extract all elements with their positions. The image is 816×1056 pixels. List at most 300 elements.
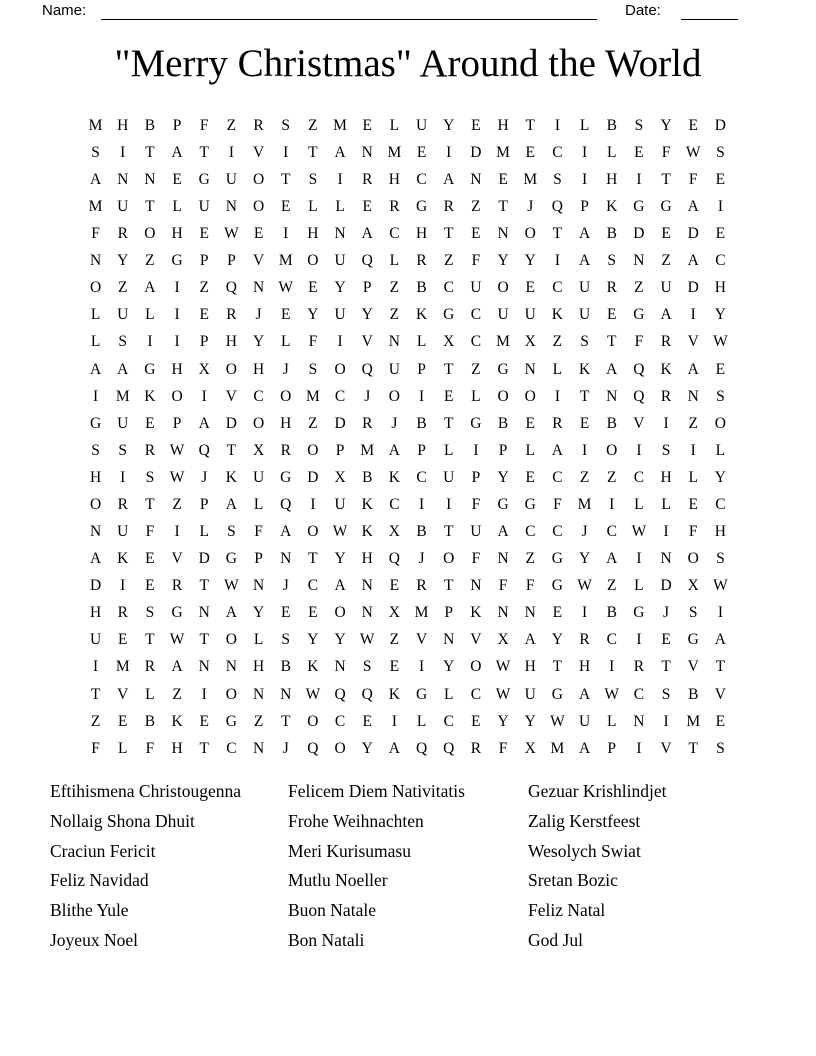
grid-cell: O bbox=[307, 441, 319, 459]
grid-cell: Y bbox=[524, 252, 536, 270]
grid-cell: V bbox=[660, 739, 672, 757]
grid-cell: R bbox=[606, 279, 617, 297]
word-list-item: Feliz Navidad bbox=[50, 870, 149, 891]
grid-cell: G bbox=[144, 360, 156, 378]
grid-cell: Q bbox=[633, 360, 645, 378]
grid-cell: R bbox=[117, 604, 128, 622]
grid-cell: H bbox=[714, 279, 726, 297]
grid-cell: U bbox=[578, 712, 591, 730]
grid-cell: F bbox=[91, 739, 100, 757]
grid-cell: N bbox=[687, 387, 699, 405]
grid-cell: E bbox=[498, 170, 508, 188]
grid-cell: X bbox=[252, 441, 265, 459]
grid-cell: N bbox=[470, 577, 482, 595]
grid-cell: I bbox=[717, 198, 723, 216]
grid-cell: M bbox=[306, 387, 320, 405]
grid-cell: N bbox=[497, 550, 509, 568]
grid-cell: H bbox=[578, 658, 591, 676]
grid-cell: O bbox=[225, 631, 237, 649]
grid-cell: N bbox=[144, 170, 156, 188]
grid-cell: K bbox=[470, 604, 482, 622]
grid-cell: R bbox=[144, 658, 156, 676]
grid-cell: Z bbox=[145, 252, 155, 270]
grid-cell: E bbox=[389, 577, 400, 595]
grid-cell: U bbox=[578, 279, 591, 297]
grid-cell: R bbox=[144, 441, 156, 459]
grid-cell: L bbox=[308, 198, 318, 216]
grid-cell: B bbox=[280, 658, 291, 676]
grid-cell: C bbox=[443, 712, 454, 730]
grid-cell: Z bbox=[607, 577, 617, 595]
grid-cell: U bbox=[334, 495, 346, 513]
grid-cell: P bbox=[172, 414, 182, 432]
grid-cell: W bbox=[305, 685, 321, 703]
grid-cell: Y bbox=[443, 116, 455, 134]
grid-cell: C bbox=[307, 577, 319, 595]
grid-cell: I bbox=[663, 414, 669, 432]
grid-cell: F bbox=[688, 523, 698, 541]
grid-cell: X bbox=[524, 333, 536, 351]
grid-cell: K bbox=[388, 685, 400, 703]
grid-cell: N bbox=[280, 685, 292, 703]
grid-cell: H bbox=[117, 116, 129, 134]
grid-cell: O bbox=[334, 360, 346, 378]
grid-cell: A bbox=[388, 739, 400, 757]
grid-cell: D bbox=[198, 550, 210, 568]
grid-cell: G bbox=[198, 170, 210, 188]
grid-cell: P bbox=[417, 441, 426, 459]
grid-cell: H bbox=[89, 604, 102, 622]
grid-cell: A bbox=[225, 604, 237, 622]
grid-cell: Y bbox=[551, 631, 563, 649]
grid-cell: U bbox=[524, 685, 536, 703]
page-title: "Merry Christmas" Around the World bbox=[114, 42, 702, 85]
grid-cell: E bbox=[145, 550, 155, 568]
grid-cell: E bbox=[118, 631, 128, 649]
grid-cell: I bbox=[554, 252, 560, 270]
grid-cell: C bbox=[633, 468, 645, 486]
word-list-item: Craciun Fericit bbox=[50, 840, 156, 861]
grid-cell: Y bbox=[524, 712, 536, 730]
grid-cell: T bbox=[145, 143, 155, 161]
grid-cell: N bbox=[361, 577, 373, 595]
grid-cell: T bbox=[552, 658, 563, 676]
grid-cell: L bbox=[145, 306, 155, 324]
grid-cell: A bbox=[225, 495, 237, 513]
grid-cell: I bbox=[418, 495, 425, 513]
grid-cell: E bbox=[552, 604, 563, 622]
grid-cell: L bbox=[444, 685, 454, 703]
grid-cell: T bbox=[226, 441, 237, 459]
grid-cell: O bbox=[307, 712, 319, 730]
grid-cell: L bbox=[199, 523, 209, 541]
grid-cell: S bbox=[145, 468, 155, 486]
grid-cell: G bbox=[687, 631, 699, 649]
grid-cell: A bbox=[89, 360, 102, 378]
grid-cell: Q bbox=[388, 550, 400, 568]
grid-cell: R bbox=[660, 387, 672, 405]
grid-cell: G bbox=[225, 550, 237, 568]
grid-cell: H bbox=[524, 658, 536, 676]
grid-cell: K bbox=[660, 360, 672, 378]
grid-cell: K bbox=[117, 550, 129, 568]
word-list-item: Zalig Kerstfeest bbox=[528, 810, 641, 831]
grid-cell: T bbox=[661, 170, 671, 188]
grid-cell: Z bbox=[552, 333, 563, 351]
grid-cell: I bbox=[636, 550, 642, 568]
grid-cell: F bbox=[634, 333, 644, 351]
grid-cell: C bbox=[416, 170, 427, 188]
grid-cell: X bbox=[388, 523, 400, 541]
grid-cell: L bbox=[634, 577, 644, 595]
grid-cell: G bbox=[633, 198, 645, 216]
grid-cell: C bbox=[606, 631, 617, 649]
grid-cell: J bbox=[282, 360, 289, 378]
grid-cell: Y bbox=[361, 306, 373, 324]
grid-cell: R bbox=[470, 739, 482, 757]
grid-cell: P bbox=[199, 495, 209, 513]
grid-cell: S bbox=[362, 658, 372, 676]
grid-cell: O bbox=[497, 279, 509, 297]
grid-cell: N bbox=[443, 631, 455, 649]
grid-cell: X bbox=[524, 739, 536, 757]
grid-cell: M bbox=[577, 495, 592, 513]
grid-cell: M bbox=[414, 604, 429, 622]
grid-cell: M bbox=[88, 116, 103, 134]
grid-cell: I bbox=[337, 333, 343, 351]
grid-cell: I bbox=[120, 143, 126, 161]
grid-cell: A bbox=[388, 441, 400, 459]
grid-cell: F bbox=[471, 252, 481, 270]
grid-cell: A bbox=[578, 252, 591, 270]
grid-cell: I bbox=[283, 143, 289, 161]
grid-cell: T bbox=[579, 387, 590, 405]
grid-cell: T bbox=[444, 414, 454, 432]
grid-cell: Q bbox=[551, 198, 563, 216]
grid-cell: W bbox=[359, 631, 375, 649]
grid-cell: I bbox=[663, 523, 669, 541]
grid-cell: M bbox=[115, 387, 130, 405]
grid-cell: O bbox=[714, 414, 726, 432]
grid-cell: S bbox=[91, 441, 100, 459]
grid-cell: V bbox=[171, 550, 183, 568]
grid-cell: N bbox=[497, 604, 509, 622]
grid-cell: I bbox=[609, 658, 615, 676]
grid-cell: F bbox=[145, 739, 155, 757]
grid-cell: J bbox=[527, 198, 534, 216]
grid-cell: J bbox=[282, 577, 289, 595]
grid-cell: H bbox=[415, 225, 428, 243]
grid-cell: E bbox=[607, 306, 617, 324]
grid-cell: N bbox=[606, 387, 618, 405]
grid-cell: U bbox=[470, 523, 482, 541]
grid-cell: H bbox=[171, 360, 183, 378]
grid-cell: E bbox=[715, 360, 726, 378]
grid-cell: I bbox=[120, 468, 126, 486]
grid-cell: O bbox=[388, 387, 400, 405]
grid-cell: A bbox=[443, 170, 455, 188]
grid-cell: Z bbox=[199, 279, 209, 297]
grid-cell: E bbox=[688, 495, 698, 513]
grid-cell: N bbox=[361, 143, 373, 161]
grid-cell: W bbox=[685, 143, 701, 161]
grid-cell: O bbox=[470, 658, 482, 676]
grid-cell: I bbox=[174, 523, 180, 541]
grid-cell: X bbox=[388, 604, 400, 622]
grid-cell: V bbox=[633, 414, 645, 432]
grid-cell: V bbox=[117, 685, 129, 703]
grid-cell: W bbox=[577, 577, 592, 595]
grid-cell: E bbox=[199, 225, 209, 243]
grid-cell: E bbox=[471, 225, 481, 243]
grid-cell: J bbox=[418, 550, 425, 568]
word-list bbox=[0, 777, 816, 967]
grid-cell: E bbox=[253, 225, 264, 243]
grid-cell: Y bbox=[497, 252, 509, 270]
grid-cell: L bbox=[416, 712, 427, 730]
grid-cell: W bbox=[495, 685, 511, 703]
grid-cell: G bbox=[524, 495, 536, 513]
grid-cell: I bbox=[581, 170, 588, 188]
grid-cell: S bbox=[661, 685, 671, 703]
grid-cell: T bbox=[308, 550, 318, 568]
grid-cell: H bbox=[225, 333, 237, 351]
grid-cell: I bbox=[418, 387, 425, 405]
grid-cell: G bbox=[280, 468, 292, 486]
word-list-item: Gezuar Krishlindjet bbox=[528, 781, 667, 801]
grid-cell: O bbox=[252, 170, 265, 188]
grid-cell: O bbox=[606, 441, 618, 459]
grid-cell: E bbox=[199, 712, 209, 730]
grid-cell: R bbox=[117, 225, 128, 243]
grid-cell: A bbox=[361, 225, 373, 243]
grid-cell: I bbox=[120, 577, 126, 595]
grid-cell: A bbox=[687, 252, 699, 270]
grid-cell: T bbox=[199, 739, 209, 757]
grid-cell: L bbox=[607, 712, 617, 730]
grid-cell: W bbox=[224, 577, 239, 595]
grid-cell: C bbox=[525, 523, 536, 541]
grid-cell: I bbox=[174, 306, 180, 324]
grid-cell: T bbox=[199, 577, 209, 595]
grid-cell: O bbox=[252, 198, 265, 216]
grid-cell: B bbox=[497, 414, 509, 432]
grid-cell: Q bbox=[415, 739, 428, 757]
grid-cell: Y bbox=[307, 631, 319, 649]
word-list-item: Blithe Yule bbox=[50, 900, 129, 921]
grid-cell: D bbox=[307, 468, 319, 486]
grid-cell: E bbox=[525, 414, 535, 432]
grid-cell: I bbox=[92, 387, 99, 405]
grid-cell: U bbox=[415, 116, 428, 134]
grid-cell: O bbox=[524, 225, 536, 243]
grid-cell: J bbox=[255, 306, 262, 324]
grid-cell: Q bbox=[334, 685, 346, 703]
grid-cell: H bbox=[660, 468, 672, 486]
grid-cell: A bbox=[89, 550, 102, 568]
grid-cell: I bbox=[690, 441, 696, 459]
grid-cell: E bbox=[688, 116, 698, 134]
grid-cell: N bbox=[497, 225, 509, 243]
grid-cell: H bbox=[388, 170, 400, 188]
grid-cell: I bbox=[581, 604, 588, 622]
grid-cell: S bbox=[227, 523, 236, 541]
grid-cell: L bbox=[579, 116, 590, 134]
date-blank-line bbox=[681, 4, 738, 20]
grid-cell: Y bbox=[252, 333, 265, 351]
grid-cell: S bbox=[607, 252, 617, 270]
grid-cell: N bbox=[524, 360, 536, 378]
word-list-item: Bon Natali bbox=[288, 929, 365, 950]
grid-cell: W bbox=[169, 468, 185, 486]
grid-cell: Q bbox=[361, 252, 373, 270]
grid-cell: K bbox=[361, 495, 373, 513]
grid-cell: A bbox=[117, 360, 129, 378]
grid-cell: W bbox=[713, 577, 728, 595]
grid-cell: S bbox=[688, 604, 698, 622]
grid-cell: H bbox=[252, 360, 265, 378]
grid-cell: U bbox=[117, 414, 129, 432]
grid-cell: T bbox=[552, 225, 563, 243]
grid-cell: C bbox=[470, 685, 482, 703]
grid-cell: J bbox=[282, 739, 289, 757]
grid-cell: K bbox=[551, 306, 563, 324]
grid-cell: L bbox=[688, 468, 698, 486]
grid-cell: Z bbox=[389, 279, 400, 297]
grid-cell: G bbox=[497, 495, 509, 513]
grid-cell: M bbox=[88, 198, 103, 216]
grid-cell: L bbox=[118, 739, 128, 757]
grid-cell: Y bbox=[334, 279, 346, 297]
grid-cell: T bbox=[90, 685, 101, 703]
grid-cell: H bbox=[714, 523, 726, 541]
grid-cell: Q bbox=[280, 495, 292, 513]
grid-cell: F bbox=[498, 577, 508, 595]
grid-cell: I bbox=[663, 712, 669, 730]
grid-cell: O bbox=[144, 225, 156, 243]
grid-cell: Z bbox=[308, 116, 318, 134]
grid-cell: A bbox=[551, 441, 563, 459]
grid-cell: T bbox=[281, 712, 291, 730]
grid-cell: H bbox=[252, 658, 265, 676]
grid-cell: E bbox=[634, 143, 644, 161]
grid-cell: V bbox=[415, 631, 428, 649]
grid-cell: Q bbox=[443, 739, 455, 757]
grid-cell: L bbox=[90, 306, 101, 324]
grid-cell: P bbox=[471, 468, 481, 486]
grid-cell: L bbox=[145, 685, 155, 703]
grid-cell: Y bbox=[578, 550, 591, 568]
grid-cell: E bbox=[199, 306, 209, 324]
word-list-item: Eftihismena Christougenna bbox=[50, 781, 242, 801]
grid-cell: P bbox=[362, 279, 372, 297]
grid-cell: Z bbox=[471, 198, 481, 216]
grid-cell: E bbox=[281, 604, 291, 622]
grid-cell: K bbox=[171, 712, 183, 730]
grid-cell: S bbox=[91, 143, 100, 161]
grid-cell: I bbox=[201, 387, 207, 405]
grid-cell: M bbox=[686, 712, 701, 730]
grid-cell: C bbox=[443, 279, 454, 297]
grid-cell: F bbox=[525, 577, 535, 595]
grid-cell: L bbox=[552, 360, 563, 378]
grid-cell: R bbox=[253, 116, 264, 134]
grid-cell: N bbox=[361, 604, 373, 622]
grid-cell: E bbox=[525, 468, 535, 486]
grid-cell: E bbox=[362, 712, 372, 730]
grid-cell: U bbox=[524, 306, 536, 324]
grid-cell: S bbox=[118, 441, 128, 459]
grid-cell: U bbox=[497, 306, 509, 324]
grid-cell: C bbox=[253, 387, 264, 405]
grid-cell: A bbox=[89, 170, 102, 188]
grid-cell: B bbox=[688, 685, 699, 703]
grid-cell: T bbox=[199, 143, 209, 161]
grid-cell: X bbox=[334, 468, 346, 486]
grid-cell: G bbox=[551, 577, 563, 595]
grid-cell: Z bbox=[172, 495, 182, 513]
grid-cell: B bbox=[606, 116, 617, 134]
grid-cell: A bbox=[280, 523, 292, 541]
grid-cell: S bbox=[580, 333, 589, 351]
grid-cell: Z bbox=[226, 116, 237, 134]
grid-cell: A bbox=[524, 631, 536, 649]
grid-cell: O bbox=[443, 550, 455, 568]
grid-cell: Z bbox=[471, 360, 481, 378]
grid-cell: K bbox=[307, 658, 319, 676]
grid-cell: E bbox=[416, 143, 427, 161]
grid-cell: A bbox=[334, 577, 346, 595]
grid-cell: A bbox=[687, 360, 699, 378]
grid-cell: X bbox=[443, 333, 455, 351]
grid-cell: G bbox=[415, 198, 428, 216]
word-list-item: Feliz Natal bbox=[528, 900, 606, 921]
word-list-item: God Jul bbox=[528, 929, 583, 950]
grid-cell: O bbox=[307, 523, 319, 541]
grid-cell: W bbox=[495, 658, 511, 676]
grid-cell: U bbox=[660, 279, 672, 297]
grid-cell: Z bbox=[579, 468, 590, 486]
grid-cell: H bbox=[497, 116, 509, 134]
grid-cell: A bbox=[578, 739, 591, 757]
word-list-item: Meri Kurisumasu bbox=[288, 840, 411, 861]
grid-cell: G bbox=[171, 252, 183, 270]
grid-cell: N bbox=[280, 550, 292, 568]
grid-cell: B bbox=[416, 523, 427, 541]
grid-cell: N bbox=[633, 252, 645, 270]
grid-cell: N bbox=[334, 658, 346, 676]
grid-cell: S bbox=[716, 550, 725, 568]
grid-cell: X bbox=[687, 577, 699, 595]
word-search-grid bbox=[82, 112, 734, 762]
grid-cell: B bbox=[144, 116, 156, 134]
grid-cell: I bbox=[581, 441, 588, 459]
grid-cell: L bbox=[607, 143, 617, 161]
grid-cell: C bbox=[389, 495, 400, 513]
grid-cell: M bbox=[550, 739, 565, 757]
grid-cell: T bbox=[308, 143, 318, 161]
grid-cell: D bbox=[633, 225, 645, 243]
grid-cell: I bbox=[636, 441, 642, 459]
grid-cell: J bbox=[364, 387, 371, 405]
grid-cell: F bbox=[91, 225, 100, 243]
grid-cell: V bbox=[687, 658, 699, 676]
grid-cell: N bbox=[252, 685, 265, 703]
grid-cell: I bbox=[418, 658, 425, 676]
grid-cell: Z bbox=[118, 279, 128, 297]
grid-cell: T bbox=[715, 658, 726, 676]
grid-cell: N bbox=[89, 252, 102, 270]
